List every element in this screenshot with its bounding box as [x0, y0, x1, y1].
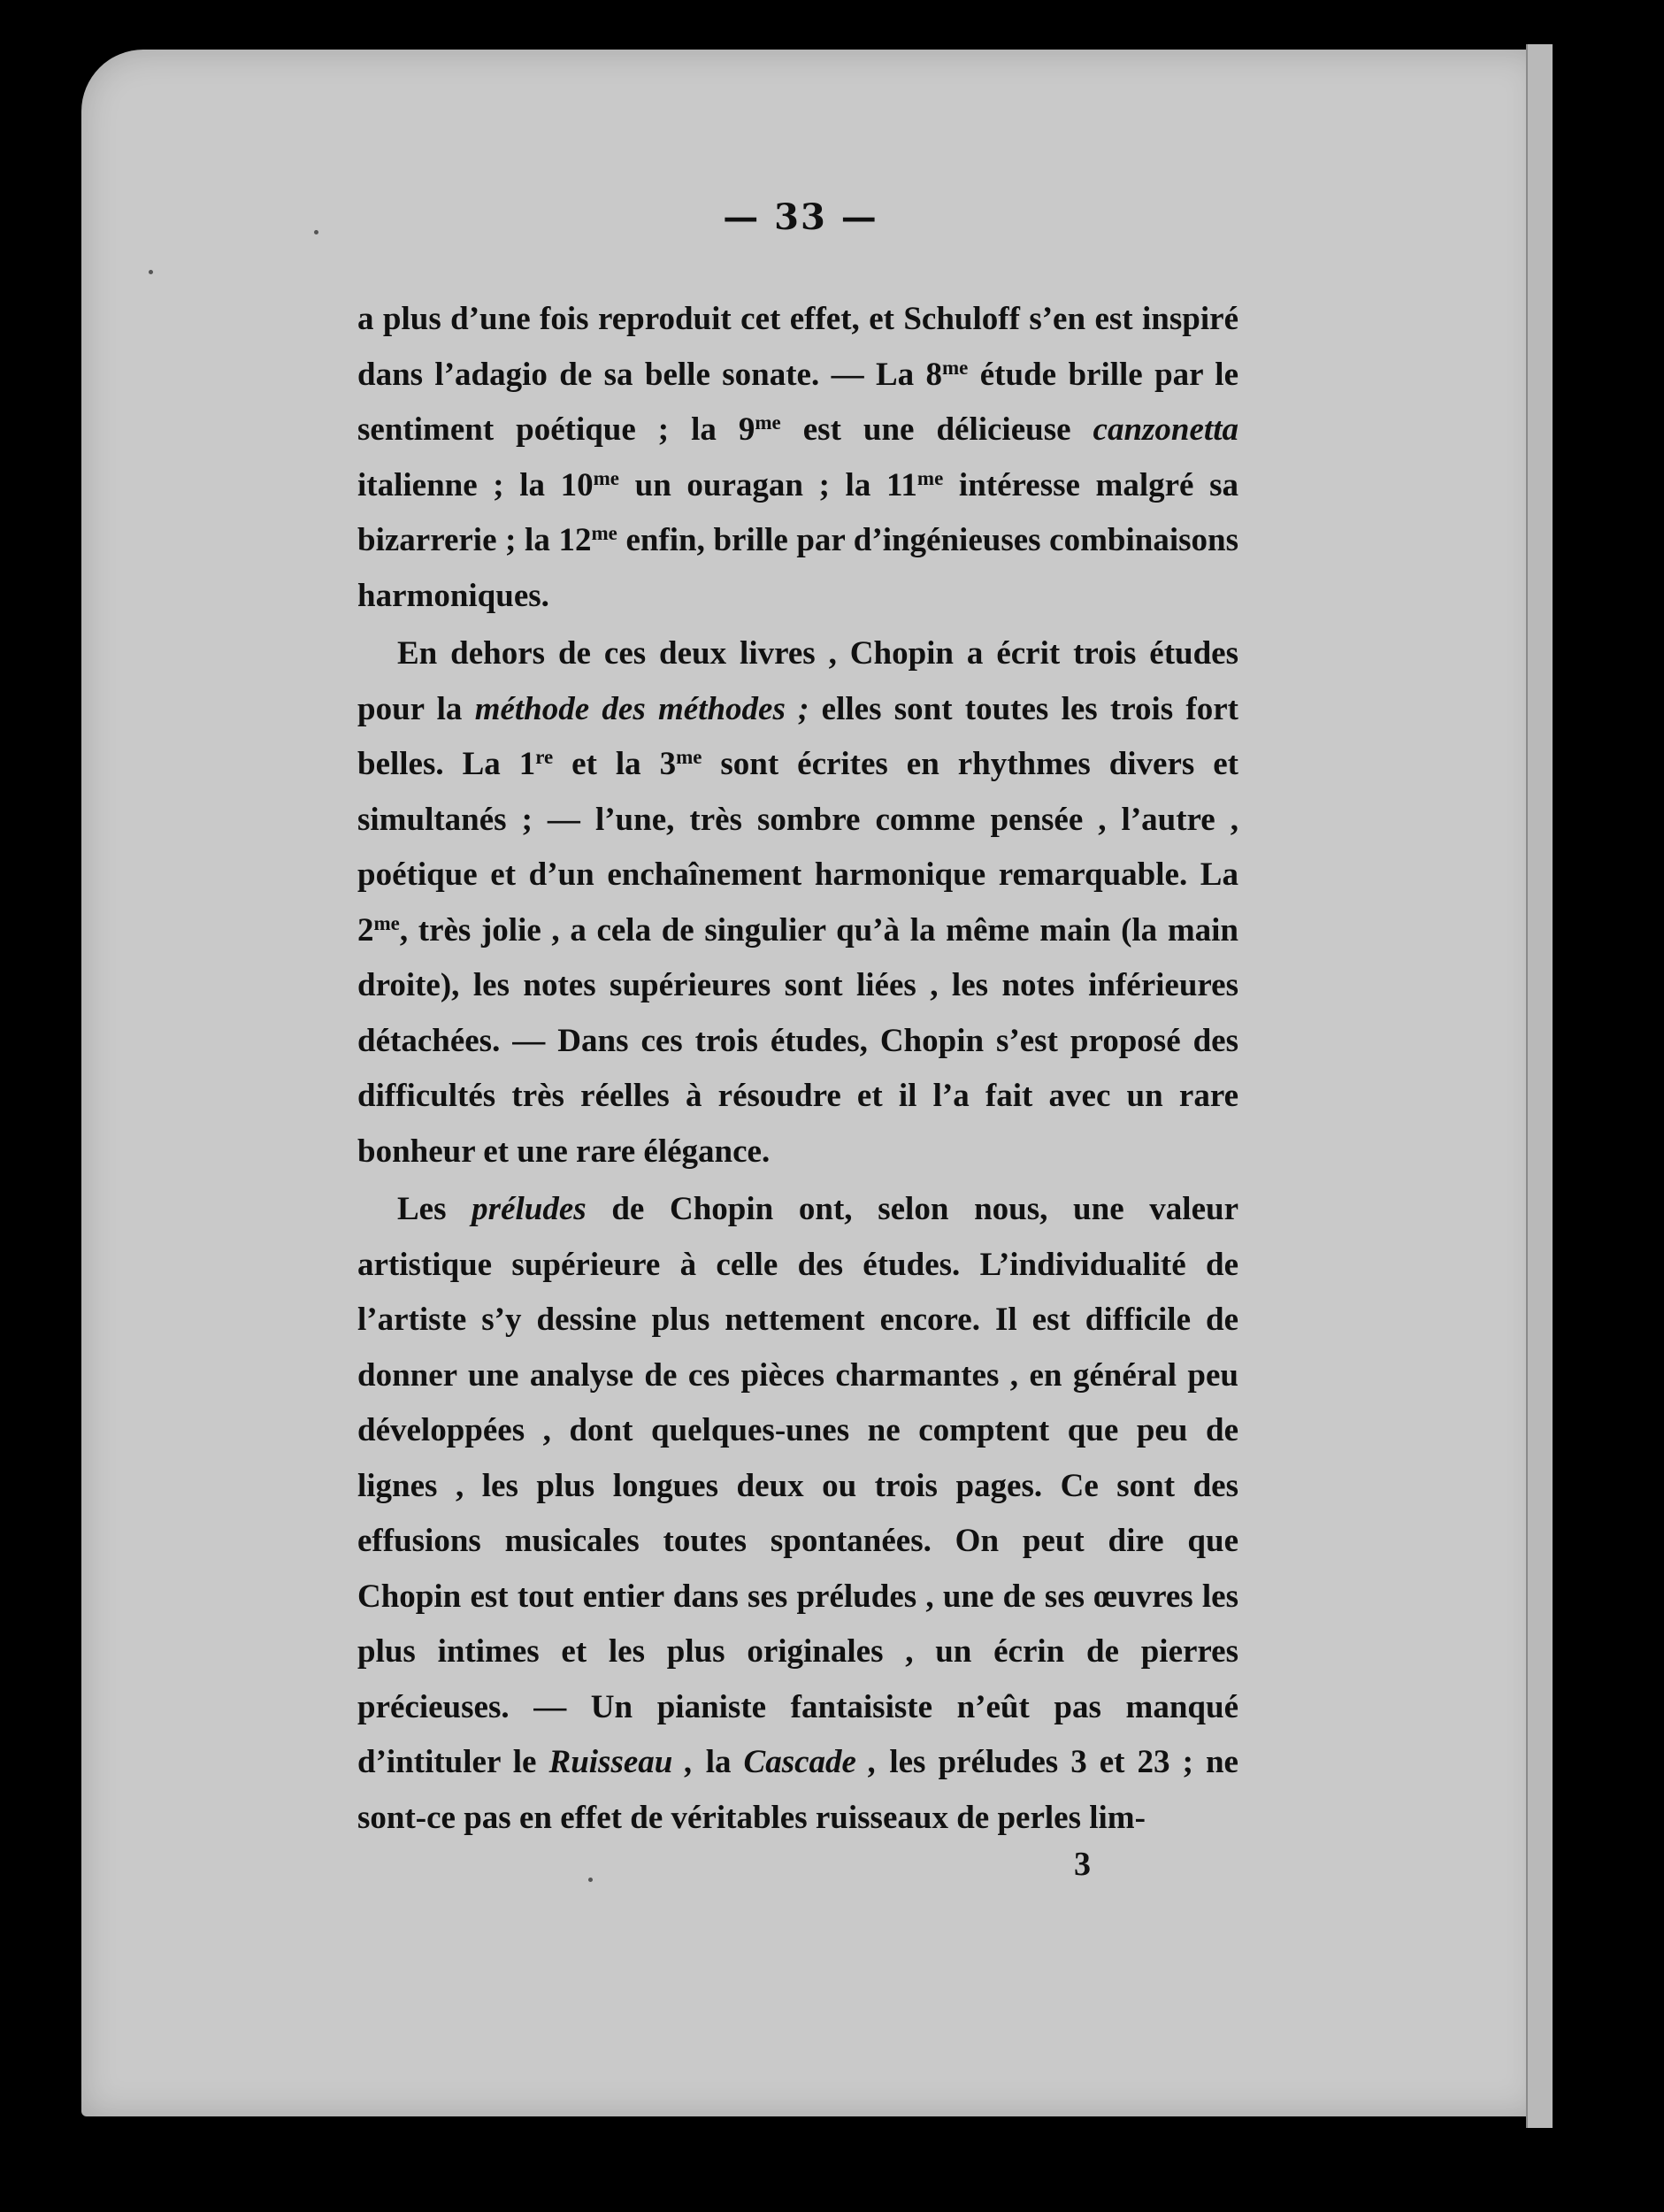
superscript: me [916, 466, 944, 489]
paper-speck [588, 1878, 593, 1882]
superscript: me [942, 356, 969, 379]
page-edge [1526, 44, 1553, 2128]
text-run: a plus d’une fois reproduit cet effet, et Schuloff s’en est inspiré dans l’adagio de sa belle sonate. — La 8 [357, 301, 1238, 393]
italic-term: préludes [472, 1191, 587, 1227]
text-run: les préludes 3 et 23 ; ne sont-ce pas en effet de véritables ruisseaux de perles lim- [357, 1744, 1238, 1836]
superscript: me [676, 746, 702, 768]
italic-term: Ruisseau , [548, 1744, 694, 1780]
signature-mark: 3 [1074, 1846, 1091, 1883]
italic-term: méthode des méthodes ; [474, 690, 809, 727]
text-run: de Chopin ont, selon nous, une valeur artistique supérieure à celle des études. L’individualité de l’artiste s’y dessine plus nettement encore. Il est difficile de donner une analyse de ces pièces charmantes , en général peu développées , dont quelques-unes ne comptent que peu de lignes , les plus longues deux ou trois pages. Ce sont des effusions musicales toutes spontanées. On peut dire que Chopin est tout entier dans ses préludes , une de ses œuvres les plus intimes et les plus originales , un écrin de pierres précieuses. — Un pianiste fantaisiste n’eût pas manqué d’intituler le [357, 1191, 1238, 1780]
text-run: elles sont toutes les trois fort belles. La 1 [357, 690, 1238, 782]
superscript: me [591, 522, 617, 544]
page-header: — 33 — [723, 196, 878, 238]
paragraph [357, 1182, 1238, 1846]
text-run: italienne ; la 10 [357, 466, 594, 503]
text-run: intéresse malgré sa bizarrerie ; la 12 [357, 466, 1239, 558]
superscript: me [755, 411, 781, 434]
paper-speck [149, 270, 153, 274]
text-run: enfin, brille par d’ingénieuses combinaisons harmoniques. [357, 522, 1238, 614]
italic-term: canzonetta [1093, 411, 1238, 448]
text-run: , très jolie , a cela de singulier qu’à la même main (la main droite), les notes supérieures sont liées , les notes inférieures détachées. — Dans ces trois études, Chopin s’est proposé des difficultés très réelles à résoudre et il l’a fait avec un rare bonheur et une rare élégance. [357, 911, 1238, 1170]
text-run: étude brille par le sentiment poétique ; la 9 [357, 356, 1238, 448]
paragraph [357, 292, 1238, 624]
text-run: la [693, 1744, 744, 1780]
text-run: un ouragan ; la 11 [619, 466, 917, 503]
text-run: En dehors de ces deux livres , Chopin a écrit trois études pour la [357, 635, 1238, 727]
text-run: sont écrites en rhythmes divers et simultanés ; — l’une, très sombre comme pensée , l’autre , poétique et d’un enchaînement harmonique remarquable. La 2 [357, 746, 1238, 949]
text-run: et la 3 [553, 746, 677, 782]
superscript: me [373, 911, 400, 934]
text-run: Les [397, 1191, 472, 1227]
superscript: me [593, 466, 620, 489]
superscript: re [535, 746, 554, 768]
italic-term: Cascade , [743, 1744, 878, 1780]
paragraph [357, 626, 1238, 1179]
text-run: est une délicieuse [780, 411, 1093, 448]
body-text [357, 292, 1238, 1848]
